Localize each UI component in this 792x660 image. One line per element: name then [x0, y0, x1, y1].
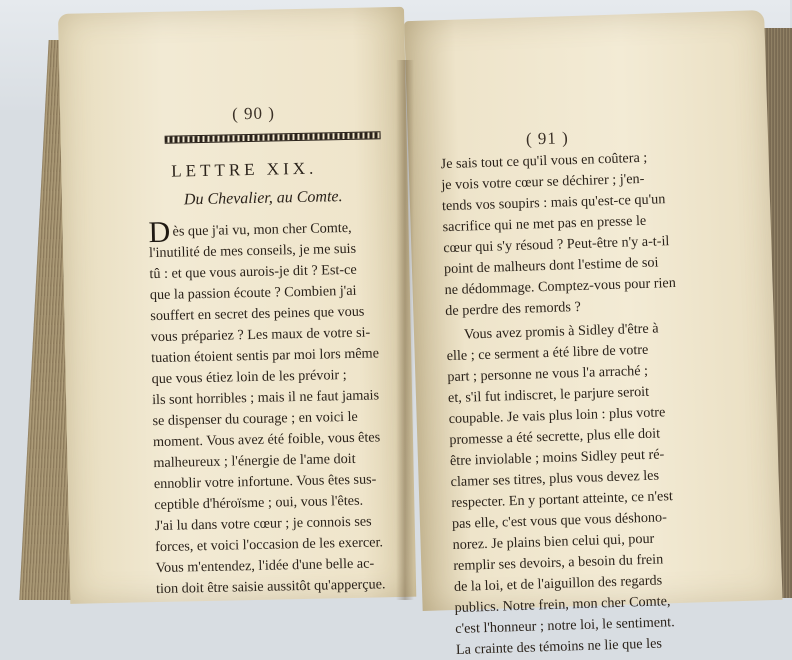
right-page-number: ( 91 )	[525, 128, 570, 149]
left-line: l'inutilité de mes conseils, je me suis	[148, 240, 357, 262]
left-line: moment. Vous avez été foible, vous êtes	[152, 429, 381, 451]
left-line: forces, et voici l'occasion de les exercer.	[155, 534, 384, 556]
left-page	[58, 7, 416, 604]
right-line: de perdre des remords ?	[445, 298, 582, 320]
letter-heading: LETTRE XIX.	[171, 158, 318, 181]
right-line: promesse a été secrette, plus elle doit	[449, 425, 661, 449]
right-line: c'est l'honneur ; notre loi, le sentiment.	[455, 614, 675, 637]
right-line: de la loi, et de l'aiguillon des regards	[453, 572, 663, 596]
left-line: vous prépariez ? Les maux de votre si-	[150, 324, 371, 346]
right-line: tends vos soupirs : mais qu'est-ce qu'un	[441, 191, 666, 215]
right-line: part ; personne ne vous l'a arraché ;	[447, 362, 649, 386]
right-line: coupable. Je vais plus loin : plus votre	[448, 404, 666, 428]
left-line: ils sont horribles ; mais il ne faut jamais	[151, 387, 380, 409]
left-line: malheureux ; l'énergie de l'ame doit	[153, 450, 356, 472]
right-line: elle ; ce serment a été libre de votre	[446, 341, 649, 365]
right-line: ne dédommage. Comptez-vous pour rien	[444, 274, 677, 299]
book-gutter-shadow	[396, 60, 414, 600]
left-line: se dispenser du courage ; en voici le	[152, 408, 358, 430]
left-page-number: ( 90 )	[231, 103, 276, 124]
left-line: souffert en secret des peines que vous	[150, 303, 365, 325]
left-line: ceptible d'héroïsme ; oui, vous l'êtes.	[154, 492, 364, 514]
right-line: être inviolable ; moins Sidley peut ré-	[449, 446, 665, 470]
right-line: publics. Notre frein, mon cher Comte,	[454, 593, 671, 617]
left-line: tuation étoient sentis par moi lors même	[151, 345, 380, 367]
right-line: respecter. En y portant atteinte, ce n'est	[451, 488, 674, 512]
right-line: Je sais tout ce qu'il vous en coûtera ;	[440, 149, 648, 173]
right-line: Vous avez promis à Sidley d'être à	[463, 320, 659, 343]
left-line: ès que j'ai vu, mon cher Comte,	[172, 219, 352, 240]
right-line: sacrifice qui ne met pas en presse le	[442, 212, 647, 236]
left-line: tion doit être saisie aussitôt qu'apperçue.	[155, 576, 386, 598]
left-line: Vous m'entendez, l'idée d'une belle ac-	[155, 555, 375, 577]
drop-cap: D	[148, 215, 171, 250]
left-line: que vous étiez loin de les prévoir ;	[151, 367, 347, 388]
right-line: La crainte des témoins ne lie que les	[455, 635, 663, 658]
left-line: que la passion écoute ? Combien j'ai	[149, 282, 357, 304]
right-line: norez. Je plains bien celui qui, pour	[452, 530, 655, 554]
right-line: remplir ses devoirs, a besoin du frein	[453, 551, 664, 575]
right-line: point de malheurs dont l'estime de soi	[443, 254, 659, 278]
letter-subheading: Du Chevalier, au Comte.	[183, 188, 343, 209]
right-line: clamer ses titres, plus vous devez les	[450, 467, 660, 491]
left-line: tû : et que vous aurois-je dit ? Est-ce	[149, 261, 357, 283]
right-line: cœur qui s'y résoud ? Peut-être n'y a-t-il	[443, 233, 670, 257]
left-line: ennoblir votre infortune. Vous êtes sus-	[153, 471, 377, 493]
right-line: et, s'il fut indiscret, le parjure seroit	[447, 383, 650, 407]
right-line: je vois votre cœur se déchirer ; j'en-	[441, 170, 645, 194]
ornament-rule	[165, 131, 381, 144]
right-line: pas elle, c'est vous que vous déshono-	[451, 509, 668, 533]
left-line: J'ai lu dans votre cœur ; je connois ses	[154, 513, 372, 535]
right-page	[404, 10, 782, 658]
